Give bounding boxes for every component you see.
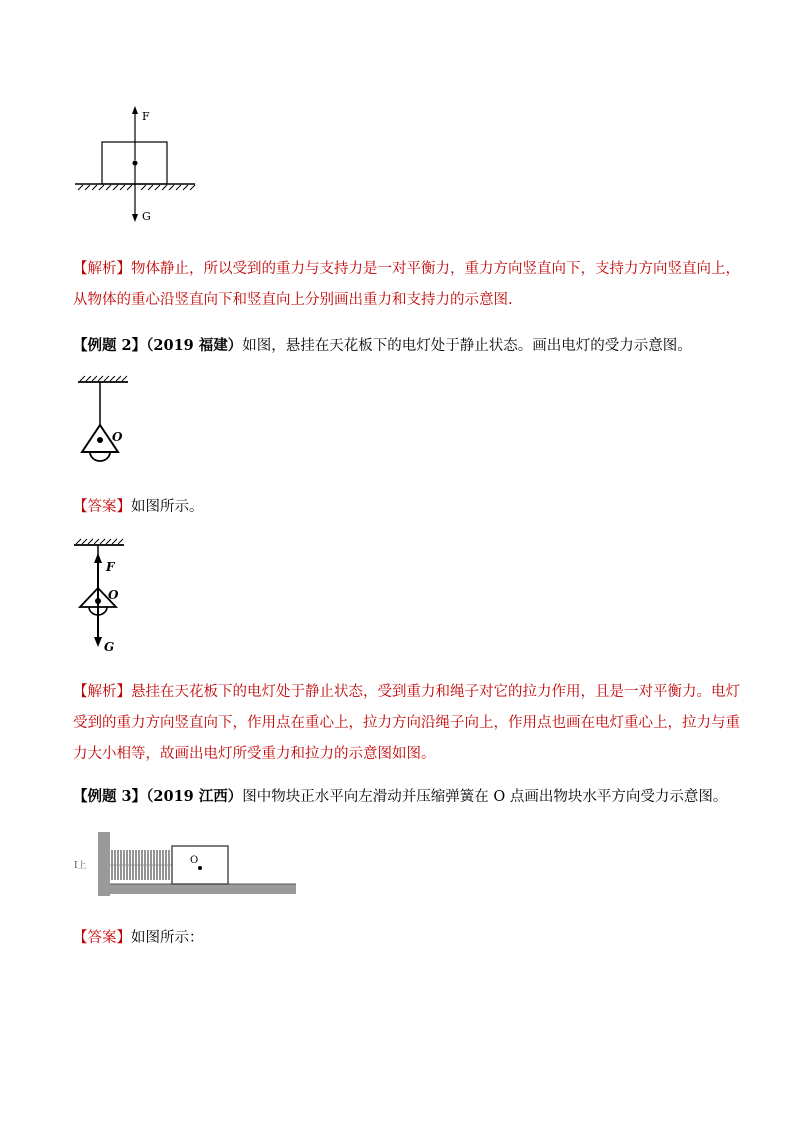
force-g-label: G (104, 640, 115, 654)
example-3-heading (73, 787, 727, 807)
answer-2-line (73, 497, 204, 517)
figure-block-forces (70, 100, 210, 230)
force-f-label: F (106, 560, 115, 574)
point-o-label: O (108, 588, 119, 602)
point-o-label: O (112, 430, 123, 444)
example-source: （2019 江西） (146, 788, 243, 805)
answer-tag: 【答案】 (73, 930, 131, 946)
analysis-1-line-1: 【解析】物体静止，所以受到的重力与支持力是一对平衡力，重力方向竖直向下，支持力方向竖直向上， (73, 261, 740, 277)
analysis-2-line-1: 【解析】悬挂在天花板下的电灯处于静止状态，受到重力和绳子对它的拉力作用，且是一对平衡力。电灯 (73, 684, 740, 700)
answer-3-line (73, 928, 204, 948)
force-f-label: F (142, 110, 150, 123)
analysis-tag: 【解析】 (73, 684, 131, 700)
answer-text: 如图所示。 (131, 499, 204, 515)
answer-tag: 【答案】 (73, 499, 131, 515)
figure-spring-block (70, 828, 300, 900)
figure-hanging-lamp (70, 372, 150, 472)
analysis-tag: 【解析】 (73, 261, 131, 277)
side-label: Ⅰ上 (74, 861, 87, 871)
force-g-label: G (142, 210, 151, 223)
point-o-label: O (190, 855, 199, 866)
example-question: 图中物块正水平向左滑动并压缩弹簧在 O 点画出物块水平方向受力示意图。 (242, 789, 728, 805)
example-tag: 【例题 2】 (73, 337, 147, 354)
example-source: （2019 福建） (146, 337, 243, 354)
example-question: 如图，悬挂在天花板下的电灯处于静止状态。画出电灯的受力示意图。 (242, 338, 692, 354)
figure-lamp-forces (68, 535, 148, 660)
analysis-2-line-2: 受到的重力方向竖直向下，作用点在重心上，拉力方向沿绳子向上，作用点也画在电灯重心上，拉力与重 (73, 715, 740, 731)
example-2-heading (73, 336, 692, 356)
answer-text: 如图所示： (131, 930, 204, 946)
analysis-1-line-2: 从物体的重心沿竖直向下和竖直向上分别画出重力和支持力的示意图. (73, 292, 513, 308)
example-tag: 【例题 3】 (73, 788, 147, 805)
analysis-2-line-3: 力大小相等，故画出电灯所受重力和拉力的示意图如图。 (73, 746, 436, 762)
